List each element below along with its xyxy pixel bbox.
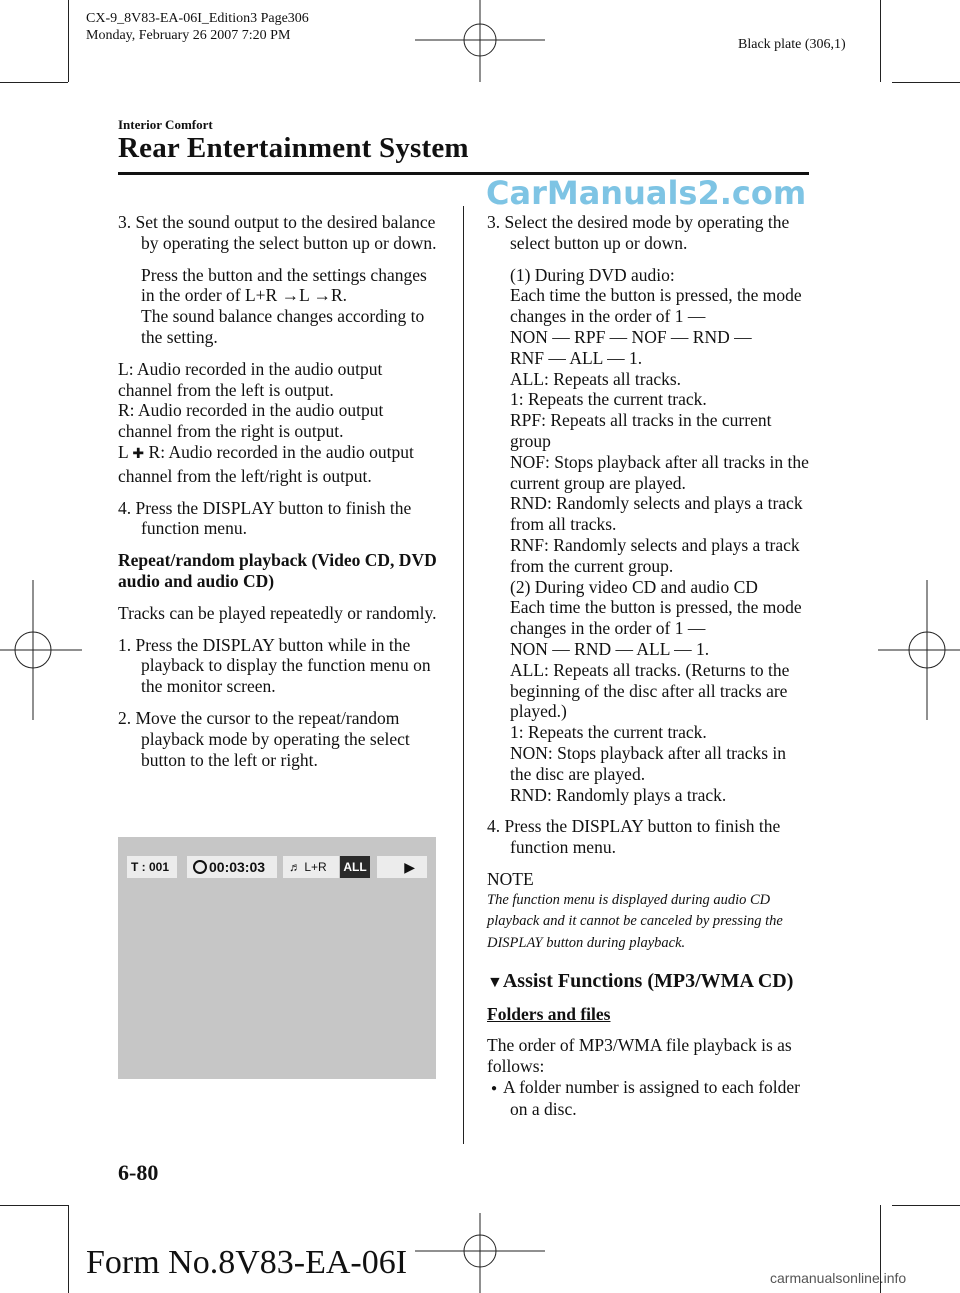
balance-indicator <box>283 856 339 878</box>
folders-files-heading: Folders and files <box>487 1004 611 1025</box>
crop-mark <box>892 1205 960 1206</box>
dvd-line: RND: Randomly selects and plays a track from all tracks. <box>510 493 803 535</box>
time-indicator <box>187 856 277 878</box>
playback-order-text: The order of MP3/WMA file playback is as follows: <box>487 1035 792 1076</box>
track-indicator <box>127 856 177 878</box>
cd-line: RND: Randomly plays a track. <box>510 784 727 805</box>
track-number: T : 001 <box>131 860 170 874</box>
function-menu-bar <box>127 856 427 878</box>
balance-change-text: The sound balance changes according to the setting. <box>141 306 425 347</box>
cd-line: (2) During video CD and audio CD <box>510 576 758 597</box>
play-indicator <box>377 856 427 878</box>
dvd-line: NOF: Stops playback after all tracks in the current group are played. <box>510 451 809 493</box>
registration-mark-top <box>415 0 545 82</box>
definition-right: R: Audio recorded in the audio output channel from the right is output. <box>118 400 384 442</box>
music-note-icon: ♬ <box>289 860 301 874</box>
note-label: NOTE <box>487 868 534 889</box>
assist-heading-text: Assist Functions (MP3/WMA CD) <box>502 970 794 993</box>
plate-label: Black plate (306,1) <box>738 37 846 52</box>
registration-mark-right <box>878 580 960 720</box>
triangle-marker-icon: ▼ <box>487 974 503 992</box>
cd-line: ALL: Repeats all tracks. (Returns to the beginning of the disc after all tracks are played.) <box>510 659 790 722</box>
crop-mark <box>68 1205 69 1293</box>
print-header-line1: CX-9_8V83-EA-06I_Edition3 Page306 <box>86 11 309 26</box>
note-text: The function menu is displayed during audio CD playback and it cannot be canceled by pressing the DISPLAY button during playback. <box>487 891 783 951</box>
cd-modes <box>487 577 811 806</box>
dvd-line: Each time the button is pressed, the mode changes in the order of 1 — <box>510 285 802 327</box>
repeat-random-intro: Tracks can be played repeatedly or randomly. <box>118 602 437 623</box>
assist-functions-heading <box>487 968 811 996</box>
crop-mark <box>880 0 881 82</box>
column-divider <box>463 206 464 1144</box>
step-4-finish: 4. Press the DISPLAY button to finish the function menu. <box>118 497 412 539</box>
elapsed-time: 00:03:03 <box>209 859 266 875</box>
dvd-line: ALL: Repeats all tracks. <box>510 368 682 389</box>
page-title: Rear Entertainment System <box>118 132 469 164</box>
cd-line: Each time the button is pressed, the mode changes in the order of 1 — <box>510 597 802 639</box>
bullet-item <box>487 1077 811 1121</box>
crop-mark <box>0 1205 68 1206</box>
def-lr-prefix: L <box>118 441 129 462</box>
step-4-finish-right: 4. Press the DISPLAY button to finish the function menu. <box>487 816 781 858</box>
dvd-line: RPF: Repeats all tracks in the current group <box>510 410 772 451</box>
step-2-move-cursor: 2. Move the cursor to the repeat/random playback mode by operating the select button to the left or right. <box>118 707 410 770</box>
balance-order-text: Press the button and the settings changes in the order of L+R →L →R. <box>141 264 427 306</box>
def-lr-text: R: Audio recorded in the audio output channel from the left/right is output. <box>118 441 414 486</box>
repeat-random-heading: Repeat/random playback (Video CD, DVD audio and audio CD) <box>118 550 437 591</box>
bullet-text: A folder number is assigned to each folder on a disc. <box>503 1076 800 1120</box>
cd-line: 1: Repeats the current track. <box>510 722 707 743</box>
dvd-line: (1) During DVD audio: <box>510 264 675 285</box>
dvd-line: RNF — ALL — 1. <box>510 347 643 368</box>
page-number: 6-80 <box>118 1160 159 1185</box>
bullet-icon: ● <box>491 1082 498 1094</box>
crop-mark <box>0 82 68 83</box>
dvd-line: 1: Repeats the current track. <box>510 389 707 410</box>
step-3-select-mode: 3. Select the desired mode by operating the select button up or down. <box>487 212 790 253</box>
step-3-set-balance: 3. Set the sound output to the desired balance by operating the select button up or down. <box>118 212 437 253</box>
dvd-audio-modes <box>487 265 811 577</box>
dvd-line: RNF: Randomly selects and plays a track from the current group. <box>510 534 800 576</box>
watermark-bottom: carmanualsonline.info <box>770 1270 907 1286</box>
registration-mark-left <box>0 580 82 720</box>
repeat-mode-indicator: ALL <box>340 856 370 878</box>
right-column <box>487 212 811 1120</box>
crop-mark <box>892 82 960 83</box>
clock-icon <box>193 860 207 874</box>
form-number: Form No.8V83-EA-06I <box>86 1244 408 1281</box>
dvd-line: NON — RPF — NOF — RND — <box>510 326 752 347</box>
balance-value: L+R <box>304 860 327 874</box>
plus-icon: ✚ <box>132 446 145 462</box>
cd-line: NON — RND — ALL — 1. <box>510 638 710 659</box>
cd-line: NON: Stops playback after all tracks in the disc are played. <box>510 742 787 784</box>
play-icon: ▶ <box>404 859 415 875</box>
step-1-display: 1. Press the DISPLAY button while in the playback to display the function menu on the monitor screen. <box>118 634 431 697</box>
print-header-line2: Monday, February 26 2007 7:20 PM <box>86 28 291 43</box>
crop-mark <box>68 0 69 82</box>
section-label: Interior Comfort <box>118 117 213 132</box>
watermark-top: CarManuals2.com <box>486 174 807 212</box>
definition-left-right <box>118 442 440 487</box>
registration-mark-bottom <box>415 1213 545 1293</box>
left-column <box>118 212 440 781</box>
definition-left: L: Audio recorded in the audio output channel from the left is output. <box>118 358 383 400</box>
